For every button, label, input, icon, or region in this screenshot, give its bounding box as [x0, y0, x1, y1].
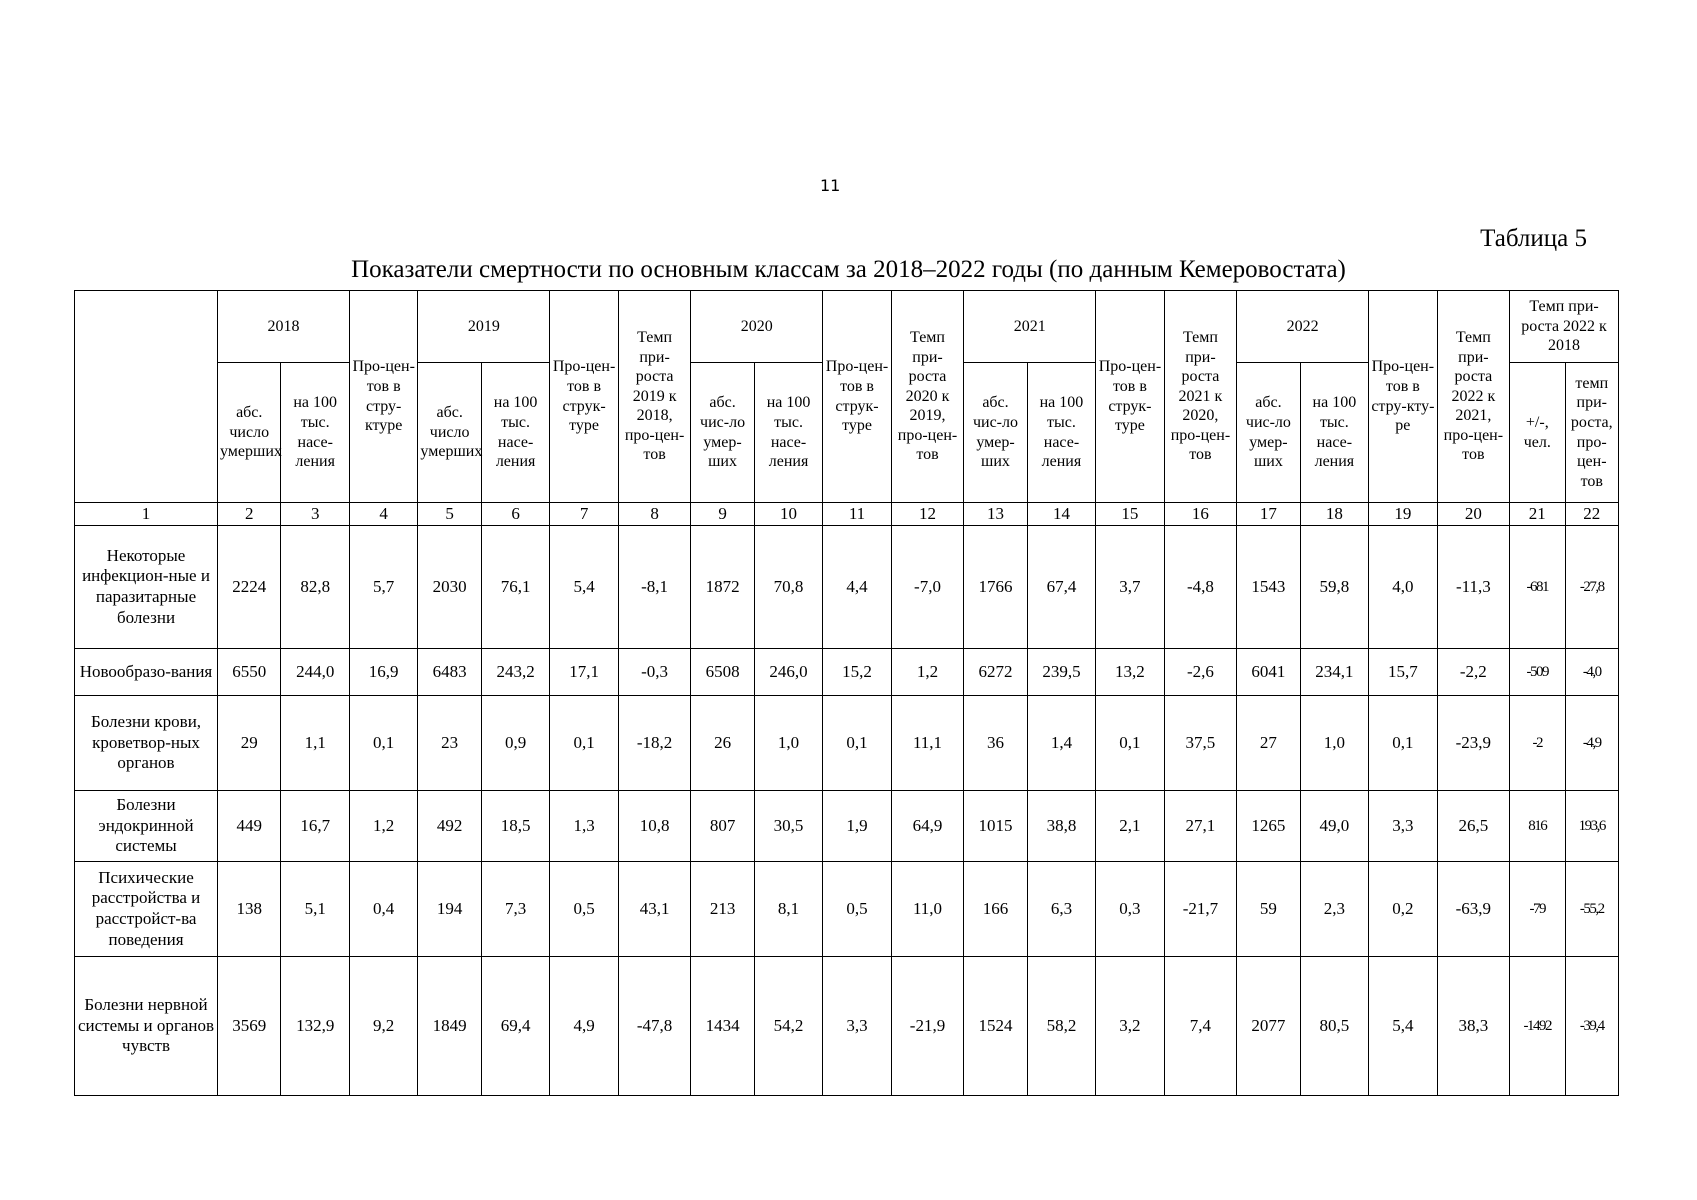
table-cell: -27,8: [1565, 526, 1619, 649]
pct-struct-2019: Про-цен-тов в струк-туре: [550, 291, 618, 503]
table-cell: 13,2: [1096, 649, 1164, 696]
table-cell: -4,9: [1565, 696, 1619, 791]
table-cell: 243,2: [481, 649, 549, 696]
table-cell: 138: [218, 862, 281, 957]
table-cell: 1849: [418, 957, 481, 1096]
table-cell: 2,3: [1300, 862, 1368, 957]
table-cell: 132,9: [281, 957, 349, 1096]
per100k-2022: на 100 тыс. насе-ления: [1300, 363, 1368, 503]
table-cell: -0,3: [618, 649, 691, 696]
table-cell: 18,5: [481, 791, 549, 862]
table-cell: 1015: [964, 791, 1027, 862]
table-cell: 1872: [691, 526, 754, 649]
table-cell: 0,9: [481, 696, 549, 791]
table-cell: 1,2: [349, 791, 417, 862]
table-cell: 4,9: [550, 957, 618, 1096]
column-number: 21: [1510, 503, 1565, 526]
table-cell: 1,1: [281, 696, 349, 791]
table-cell: -63,9: [1437, 862, 1510, 957]
table-cell: 70,8: [754, 526, 822, 649]
table-cell: -21,7: [1164, 862, 1237, 957]
table-cell: 82,8: [281, 526, 349, 649]
row-name: Болезни нервной системы и органов чувств: [75, 957, 218, 1096]
table-cell: -47,8: [618, 957, 691, 1096]
table-cell: -509: [1510, 649, 1565, 696]
row-name: Новообразо-вания: [75, 649, 218, 696]
table-cell: 0,1: [1096, 696, 1164, 791]
table-cell: -4,0: [1565, 649, 1619, 696]
table-cell: 27: [1237, 696, 1300, 791]
table-row: [75, 957, 1619, 1096]
table-cell: 15,7: [1369, 649, 1437, 696]
table-cell: 67,4: [1027, 526, 1095, 649]
row-name: Болезни эндокринной системы: [75, 791, 218, 862]
table-title: Показатели смертности по основным классам за 2018–2022 годы (по данным Кемеровостата): [351, 256, 1346, 283]
table-cell: 43,1: [618, 862, 691, 957]
column-number: 9: [691, 503, 754, 526]
row-name: Некоторые инфекцион-ные и паразитарные болезни: [75, 526, 218, 649]
table-cell: -21,9: [891, 957, 964, 1096]
row-name: Болезни крови, кроветвор-ных органов: [75, 696, 218, 791]
table-cell: -18,2: [618, 696, 691, 791]
table-cell: 449: [218, 791, 281, 862]
table-cell: 0,3: [1096, 862, 1164, 957]
table-cell: 492: [418, 791, 481, 862]
table-cell: 5,4: [550, 526, 618, 649]
table-cell: 54,2: [754, 957, 822, 1096]
per100k-2018: на 100 тыс. насе-ления: [281, 363, 349, 503]
table-cell: -7,0: [891, 526, 964, 649]
growth-2021-2020: Темп при-роста 2021 к 2020, про-цен-тов: [1164, 291, 1237, 503]
table-row: [75, 862, 1619, 957]
table-cell: 7,4: [1164, 957, 1237, 1096]
per100k-2019: на 100 тыс. насе-ления: [481, 363, 549, 503]
column-number: 7: [550, 503, 618, 526]
table-cell: 0,1: [349, 696, 417, 791]
table-cell: 1434: [691, 957, 754, 1096]
table-row: [75, 791, 1619, 862]
column-number: 11: [823, 503, 891, 526]
column-number: 16: [1164, 503, 1237, 526]
growth-2019-2018: Темп при-роста 2019 к 2018, про-цен-тов: [618, 291, 691, 503]
column-numbers-row: [75, 503, 1619, 526]
row-name: Психические расстройства и расстройст-ва поведения: [75, 862, 218, 957]
table-cell: 3,3: [823, 957, 891, 1096]
table-row: [75, 526, 1619, 649]
table-cell: 58,2: [1027, 957, 1095, 1096]
table-cell: 27,1: [1164, 791, 1237, 862]
table-cell: 26: [691, 696, 754, 791]
table-label: Таблица 5: [1480, 225, 1587, 252]
abs-2022: абс. чис-ло умер-ших: [1237, 363, 1300, 503]
table-cell: 0,4: [349, 862, 417, 957]
table-cell: 807: [691, 791, 754, 862]
table-cell: 9,2: [349, 957, 417, 1096]
column-number: 5: [418, 503, 481, 526]
table-cell: 36: [964, 696, 1027, 791]
table-cell: 38,8: [1027, 791, 1095, 862]
table-cell: 11,0: [891, 862, 964, 957]
table-cell: 0,2: [1369, 862, 1437, 957]
year-2022: 2022: [1237, 291, 1369, 363]
table-cell: 1,2: [891, 649, 964, 696]
table-cell: 0,1: [823, 696, 891, 791]
table-cell: 1543: [1237, 526, 1300, 649]
table-cell: 8,1: [754, 862, 822, 957]
table-cell: 16,7: [281, 791, 349, 862]
table-cell: 1524: [964, 957, 1027, 1096]
table-cell: 3569: [218, 957, 281, 1096]
table-row: [75, 649, 1619, 696]
table-cell: 5,7: [349, 526, 417, 649]
pct-struct-2020: Про-цен-тов в струк-туре: [823, 291, 891, 503]
table-cell: 6550: [218, 649, 281, 696]
column-number: 1: [75, 503, 218, 526]
table-cell: 11,1: [891, 696, 964, 791]
column-number: 8: [618, 503, 691, 526]
table-cell: 59: [1237, 862, 1300, 957]
pct-struct-2021: Про-цен-тов в струк-туре: [1096, 291, 1164, 503]
header-blank: [75, 291, 218, 503]
table-cell: -55,2: [1565, 862, 1619, 957]
pct-struct-2022: Про-цен-тов в стру-кту-ре: [1369, 291, 1437, 503]
table-row: [75, 696, 1619, 791]
table-cell: -2: [1510, 696, 1565, 791]
column-number: 14: [1027, 503, 1095, 526]
table-cell: 7,3: [481, 862, 549, 957]
column-number: 13: [964, 503, 1027, 526]
table-cell: 0,1: [1369, 696, 1437, 791]
table-cell: 0,1: [550, 696, 618, 791]
table-cell: 17,1: [550, 649, 618, 696]
table-cell: 0,5: [823, 862, 891, 957]
table-cell: 23: [418, 696, 481, 791]
table-cell: 3,7: [1096, 526, 1164, 649]
column-number: 12: [891, 503, 964, 526]
table-cell: 194: [418, 862, 481, 957]
growth-2022-2018: Темп при-роста 2022 к 2018: [1510, 291, 1619, 363]
table-cell: 166: [964, 862, 1027, 957]
table-cell: 15,2: [823, 649, 891, 696]
column-number: 15: [1096, 503, 1164, 526]
table-cell: 2,1: [1096, 791, 1164, 862]
table-cell: -23,9: [1437, 696, 1510, 791]
table-cell: 6272: [964, 649, 1027, 696]
table-cell: 80,5: [1300, 957, 1368, 1096]
table-cell: 30,5: [754, 791, 822, 862]
header-row-years: [75, 291, 1619, 363]
table-cell: 76,1: [481, 526, 549, 649]
growth-pct: темп при-роста, про-цен-тов: [1565, 363, 1619, 503]
table-cell: 49,0: [1300, 791, 1368, 862]
table-cell: 6508: [691, 649, 754, 696]
table-cell: 1,0: [754, 696, 822, 791]
table-cell: 4,4: [823, 526, 891, 649]
table-cell: 59,8: [1300, 526, 1368, 649]
growth-2020-2019: Темп при-роста 2020 к 2019, про-цен-тов: [891, 291, 964, 503]
table-cell: 1,3: [550, 791, 618, 862]
table-cell: -8,1: [618, 526, 691, 649]
table-cell: 69,4: [481, 957, 549, 1096]
table-cell: 6,3: [1027, 862, 1095, 957]
abs-2019: абс. число умерших: [418, 363, 481, 503]
table-cell: 213: [691, 862, 754, 957]
abs-2020: абс. чис-ло умер-ших: [691, 363, 754, 503]
column-number: 4: [349, 503, 417, 526]
table-cell: -2,2: [1437, 649, 1510, 696]
table-cell: -79: [1510, 862, 1565, 957]
table-cell: 38,3: [1437, 957, 1510, 1096]
table-cell: 5,1: [281, 862, 349, 957]
column-number: 3: [281, 503, 349, 526]
table-cell: 29: [218, 696, 281, 791]
table-cell: -2,6: [1164, 649, 1237, 696]
table-cell: 64,9: [891, 791, 964, 862]
page-number: 11: [820, 176, 841, 195]
column-number: 18: [1300, 503, 1368, 526]
year-2020: 2020: [691, 291, 823, 363]
table-cell: -39,4: [1565, 957, 1619, 1096]
table-cell: 10,8: [618, 791, 691, 862]
table-cell: 16,9: [349, 649, 417, 696]
table-cell: 6041: [1237, 649, 1300, 696]
table-cell: 1,0: [1300, 696, 1368, 791]
table-cell: -1492: [1510, 957, 1565, 1096]
column-number: 20: [1437, 503, 1510, 526]
column-number: 10: [754, 503, 822, 526]
table-cell: 244,0: [281, 649, 349, 696]
table-cell: 193,6: [1565, 791, 1619, 862]
table-cell: -681: [1510, 526, 1565, 649]
year-2019: 2019: [418, 291, 550, 363]
table-cell: 2224: [218, 526, 281, 649]
table-cell: 5,4: [1369, 957, 1437, 1096]
table-cell: 234,1: [1300, 649, 1368, 696]
table-cell: 0,5: [550, 862, 618, 957]
table-cell: -4,8: [1164, 526, 1237, 649]
plus-minus: +/-, чел.: [1510, 363, 1565, 503]
column-number: 17: [1237, 503, 1300, 526]
column-number: 22: [1565, 503, 1619, 526]
abs-2018: абс. число умерших: [218, 363, 281, 503]
year-2018: 2018: [218, 291, 350, 363]
table-cell: 816: [1510, 791, 1565, 862]
table-cell: 3,3: [1369, 791, 1437, 862]
abs-2021: абс. чис-ло умер-ших: [964, 363, 1027, 503]
table-cell: 6483: [418, 649, 481, 696]
column-number: 6: [481, 503, 549, 526]
table-cell: -11,3: [1437, 526, 1510, 649]
table-cell: 1,9: [823, 791, 891, 862]
column-number: 2: [218, 503, 281, 526]
mortality-table: [74, 290, 1619, 1096]
column-number: 19: [1369, 503, 1437, 526]
per100k-2020: на 100 тыс. насе-ления: [754, 363, 822, 503]
table-cell: 1,4: [1027, 696, 1095, 791]
table-cell: 37,5: [1164, 696, 1237, 791]
table-cell: 4,0: [1369, 526, 1437, 649]
table-cell: 239,5: [1027, 649, 1095, 696]
table-cell: 1265: [1237, 791, 1300, 862]
table-cell: 2030: [418, 526, 481, 649]
table-cell: 3,2: [1096, 957, 1164, 1096]
table-cell: 2077: [1237, 957, 1300, 1096]
growth-2022-2021: Темп при-роста 2022 к 2021, про-цен-тов: [1437, 291, 1510, 503]
table-cell: 1766: [964, 526, 1027, 649]
year-2021: 2021: [964, 291, 1096, 363]
table-cell: 246,0: [754, 649, 822, 696]
pct-struct-2018: Про-цен-тов в стру-ктуре: [349, 291, 417, 503]
table-cell: 26,5: [1437, 791, 1510, 862]
per100k-2021: на 100 тыс. насе-ления: [1027, 363, 1095, 503]
